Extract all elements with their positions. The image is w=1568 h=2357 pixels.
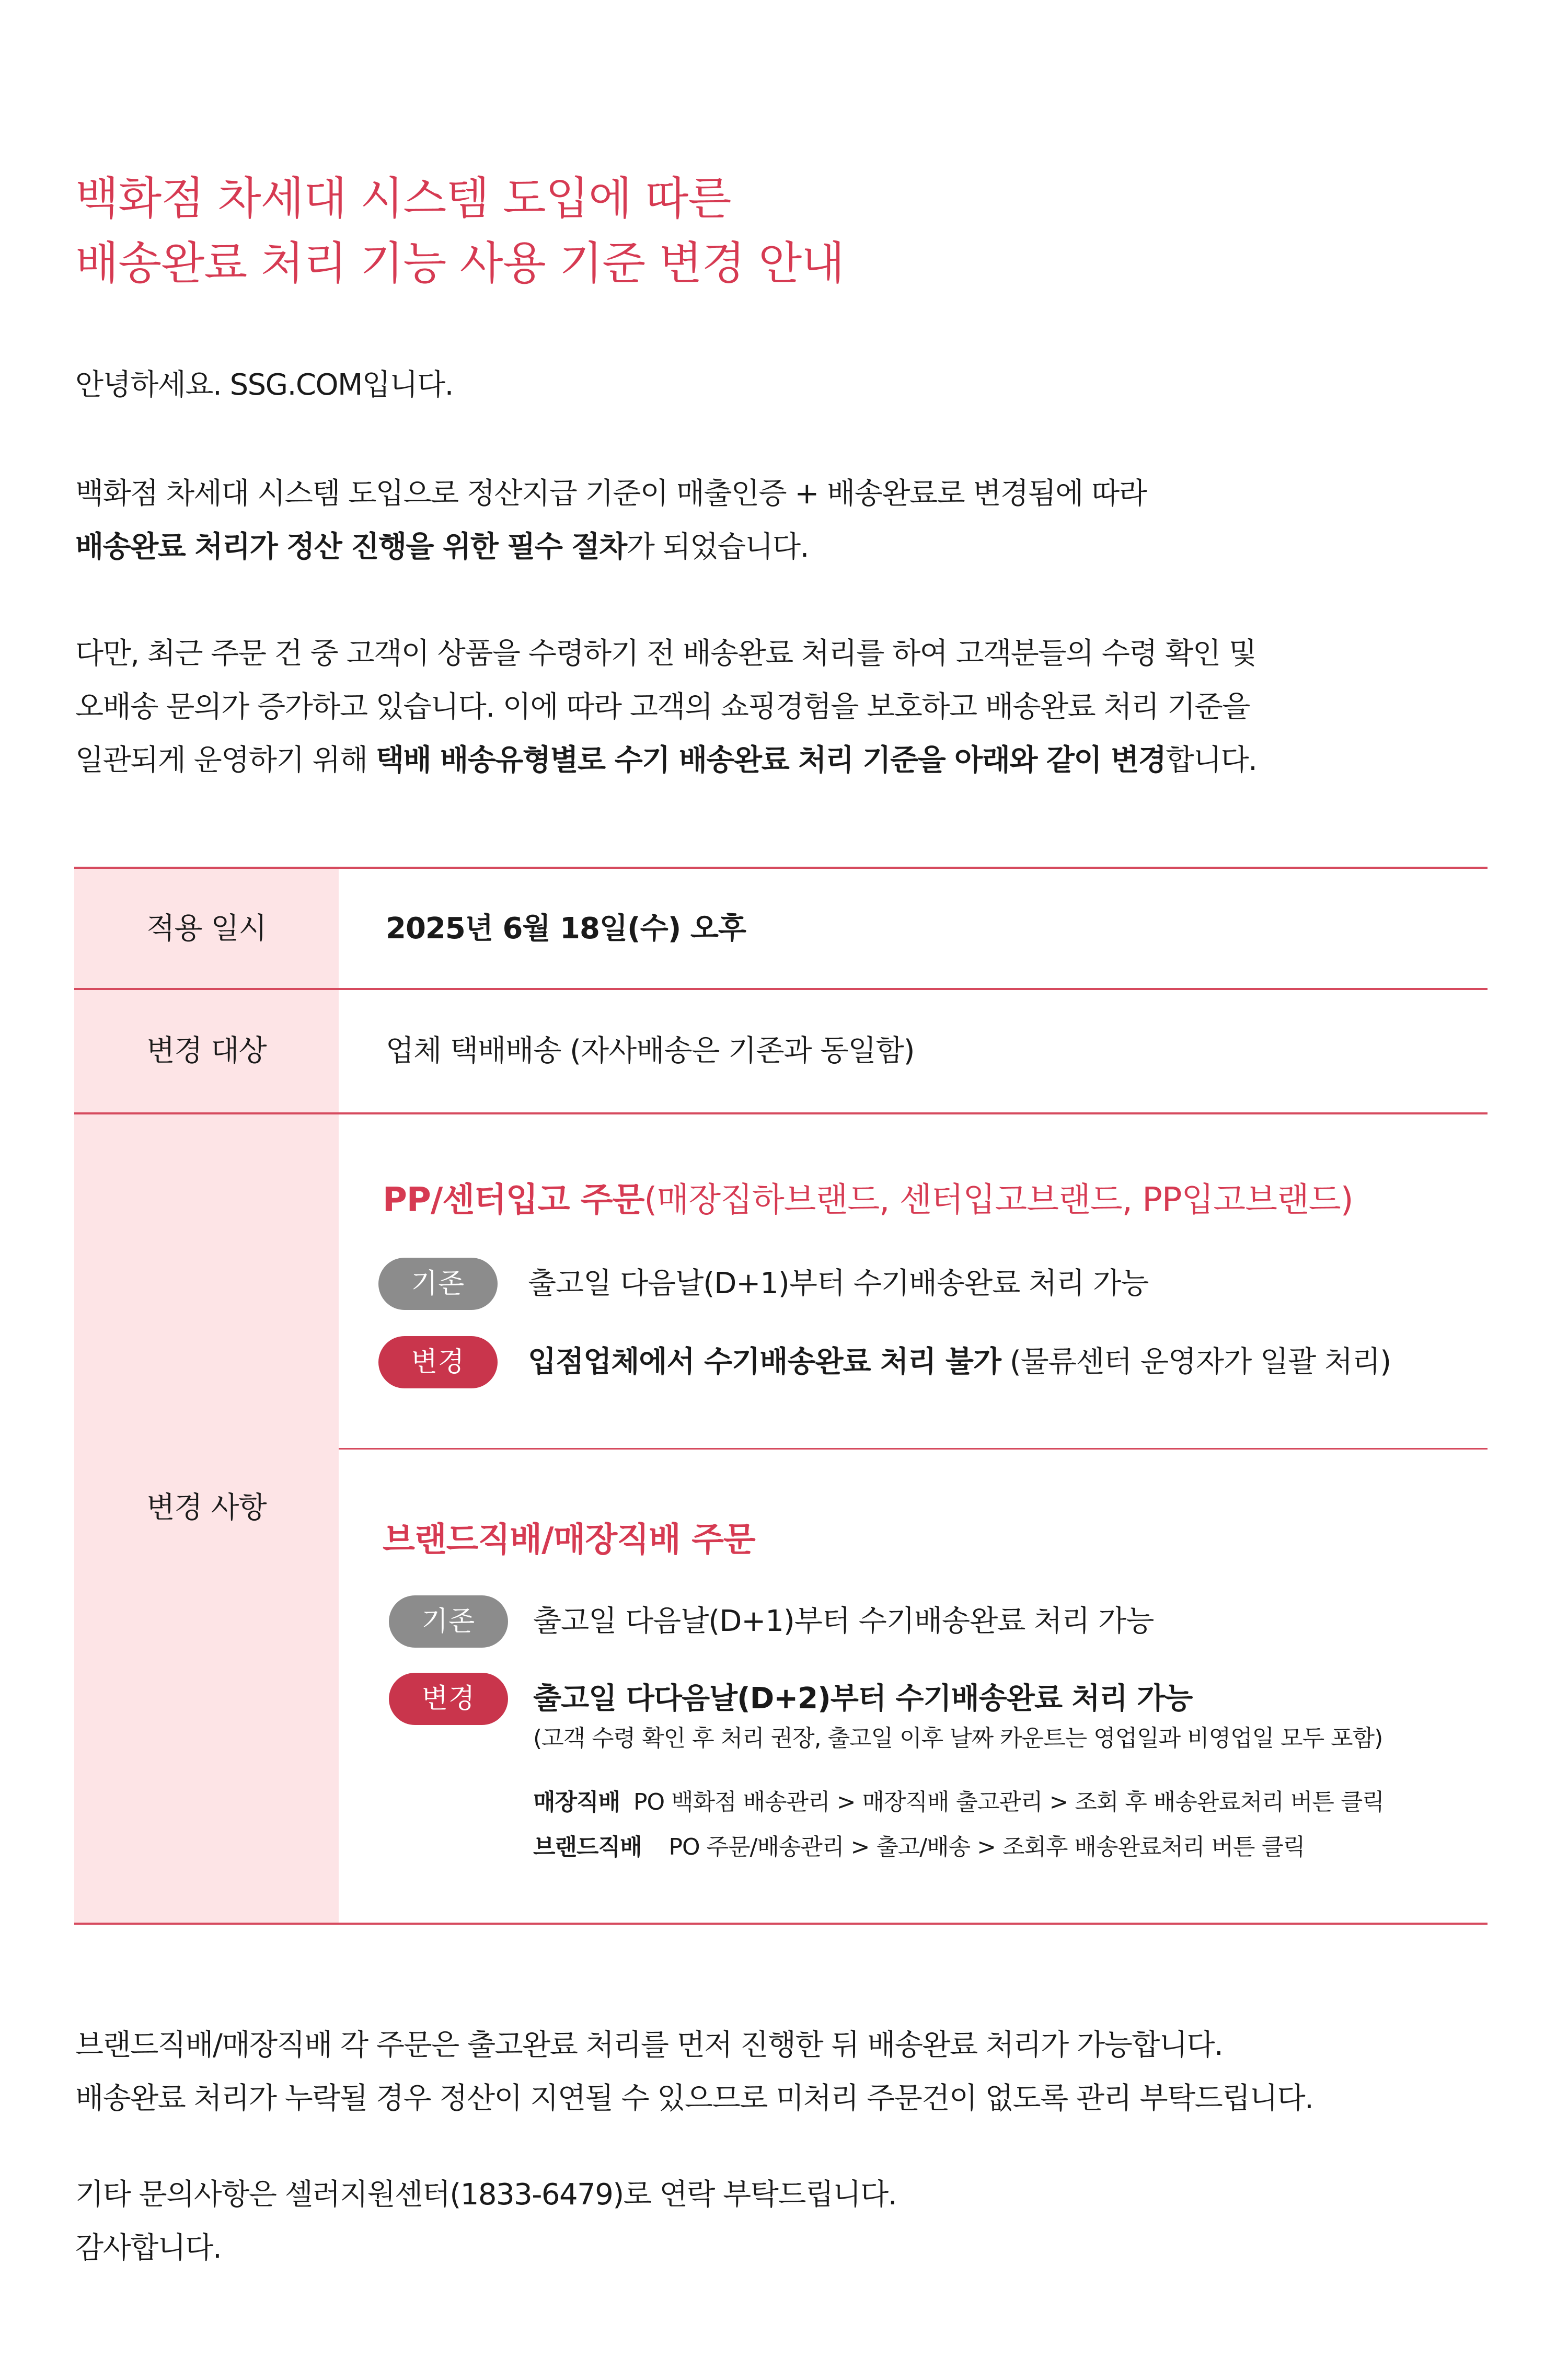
intro-emphasis: 배송완료 처리가 정산 진행을 위한 필수 절차 (75, 530, 627, 564)
section1-after-bold: 입점업체에서 수기배송완료 처리 불가 (528, 1345, 1001, 1379)
label-change-target: 변경 대상 (146, 1034, 267, 1068)
value-apply-date: 2025년 6월 18일(수) 오후 (386, 912, 746, 946)
section-direct-title: 브랜드직배/매장직배 주문 (383, 1521, 755, 1559)
section-pp-center-title-rest: (매장집하브랜드, 센터입고브랜드, PP입고브랜드) (644, 1181, 1353, 1220)
intro-line-1: 백화점 차세대 시스템 도입으로 정산지급 기준이 매출인증 + 배송완료로 변경됨에 따라 (75, 477, 1147, 511)
label-apply-date: 적용 일시 (146, 912, 267, 946)
greeting-text: 안녕하세요. SSG.COM입니다. (75, 368, 453, 402)
thanks-line: 감사합니다. (75, 2231, 222, 2265)
closing-line-2: 배송완료 처리가 누락될 경우 정산이 지연될 수 있으므로 미처리 주문건이 없도록 관리 부탁드립니다. (75, 2082, 1313, 2115)
table-top-rule (74, 867, 1488, 869)
reason-line-1: 다만, 최근 주문 건 중 고객이 상품을 수령하기 전 배송완료 처리를 하여 고객분들의 수령 확인 및 (75, 637, 1256, 671)
reason-line-2: 오배송 문의가 증가하고 있습니다. 이에 따라 고객의 쇼핑경험을 보호하고 배송완료 처리 기준을 (75, 690, 1250, 724)
notice-title-line-2: 배송완료 처리 기능 사용 기준 변경 안내 (75, 237, 845, 290)
before-pill: 기존 (389, 1595, 508, 1648)
reason-emphasis: 택배 배송유형별로 수기 배송완료 처리 기준을 아래와 같이 변경 (375, 743, 1166, 777)
notice-title-line-1: 백화점 차세대 시스템 도입에 따른 (75, 173, 731, 225)
closing-paragraph (75, 2019, 1313, 2125)
path-brand-direct-label: 브랜드직배 (533, 1834, 642, 1860)
contact-line: 기타 문의사항은 셀러지원센터(1833-6479)로 연락 부탁드립니다. (75, 2178, 897, 2212)
section2-after-note: (고객 수령 확인 후 처리 권장, 출고일 이후 날짜 카운트는 영업일과 비영업일 모두 포함) (533, 1725, 1383, 1752)
reason-paragraph (75, 627, 1256, 787)
intro-line-2-rest: 가 되었습니다. (626, 530, 809, 564)
path-brand-direct-text: PO 주문/배송관리 > 출고/배송 > 조회후 배송완료처리 버튼 클릭 (668, 1834, 1305, 1860)
closing-line-1: 브랜드직배/매장직배 각 주문은 출고완료 처리를 먼저 진행한 뒤 배송완료 처리가 가능합니다. (75, 2028, 1223, 2062)
section-divider (339, 1448, 1488, 1450)
table-rule-2 (74, 1112, 1488, 1114)
table-bottom-rule (74, 1923, 1488, 1925)
section-pp-center-title-bold: PP/센터입고 주문 (383, 1181, 644, 1220)
path-store-direct (533, 1787, 1384, 1818)
intro-paragraph (75, 467, 1146, 574)
section1-before-text: 출고일 다음날(D+1)부터 수기배송완료 처리 가능 (528, 1267, 1149, 1301)
table-rule-1 (74, 988, 1488, 990)
before-pill: 기존 (378, 1258, 498, 1310)
section2-after-text: 출고일 다다음날(D+2)부터 수기배송완료 처리 가능 (533, 1682, 1193, 1716)
section1-after-rest: (물류센터 운영자가 일괄 처리) (1001, 1345, 1391, 1379)
path-store-direct-text: PO 백화점 배송관리 > 매장직배 출고관리 > 조회 후 배송완료처리 버튼 클릭 (633, 1789, 1384, 1815)
notice-title (75, 166, 844, 296)
reason-line-3-post: 합니다. (1166, 743, 1257, 777)
section2-before-text: 출고일 다음날(D+1)부터 수기배송완료 처리 가능 (533, 1604, 1154, 1638)
value-change-target: 업체 택배배송 (자사배송은 기존과 동일함) (386, 1034, 915, 1068)
reason-line-3 (75, 734, 1256, 787)
contact-paragraph (75, 2168, 896, 2275)
reason-line-3-pre: 일관되게 운영하기 위해 (75, 743, 376, 777)
section1-after-text (528, 1344, 1391, 1381)
path-store-direct-label: 매장직배 (533, 1789, 620, 1815)
table-label-column (74, 868, 339, 1924)
label-change-details: 변경 사항 (146, 1491, 267, 1525)
section-pp-center-title (383, 1179, 1353, 1221)
path-brand-direct (533, 1832, 1305, 1863)
after-pill: 변경 (378, 1336, 498, 1388)
greeting (75, 359, 453, 412)
intro-line-2 (75, 521, 1146, 574)
after-pill: 변경 (389, 1673, 508, 1725)
